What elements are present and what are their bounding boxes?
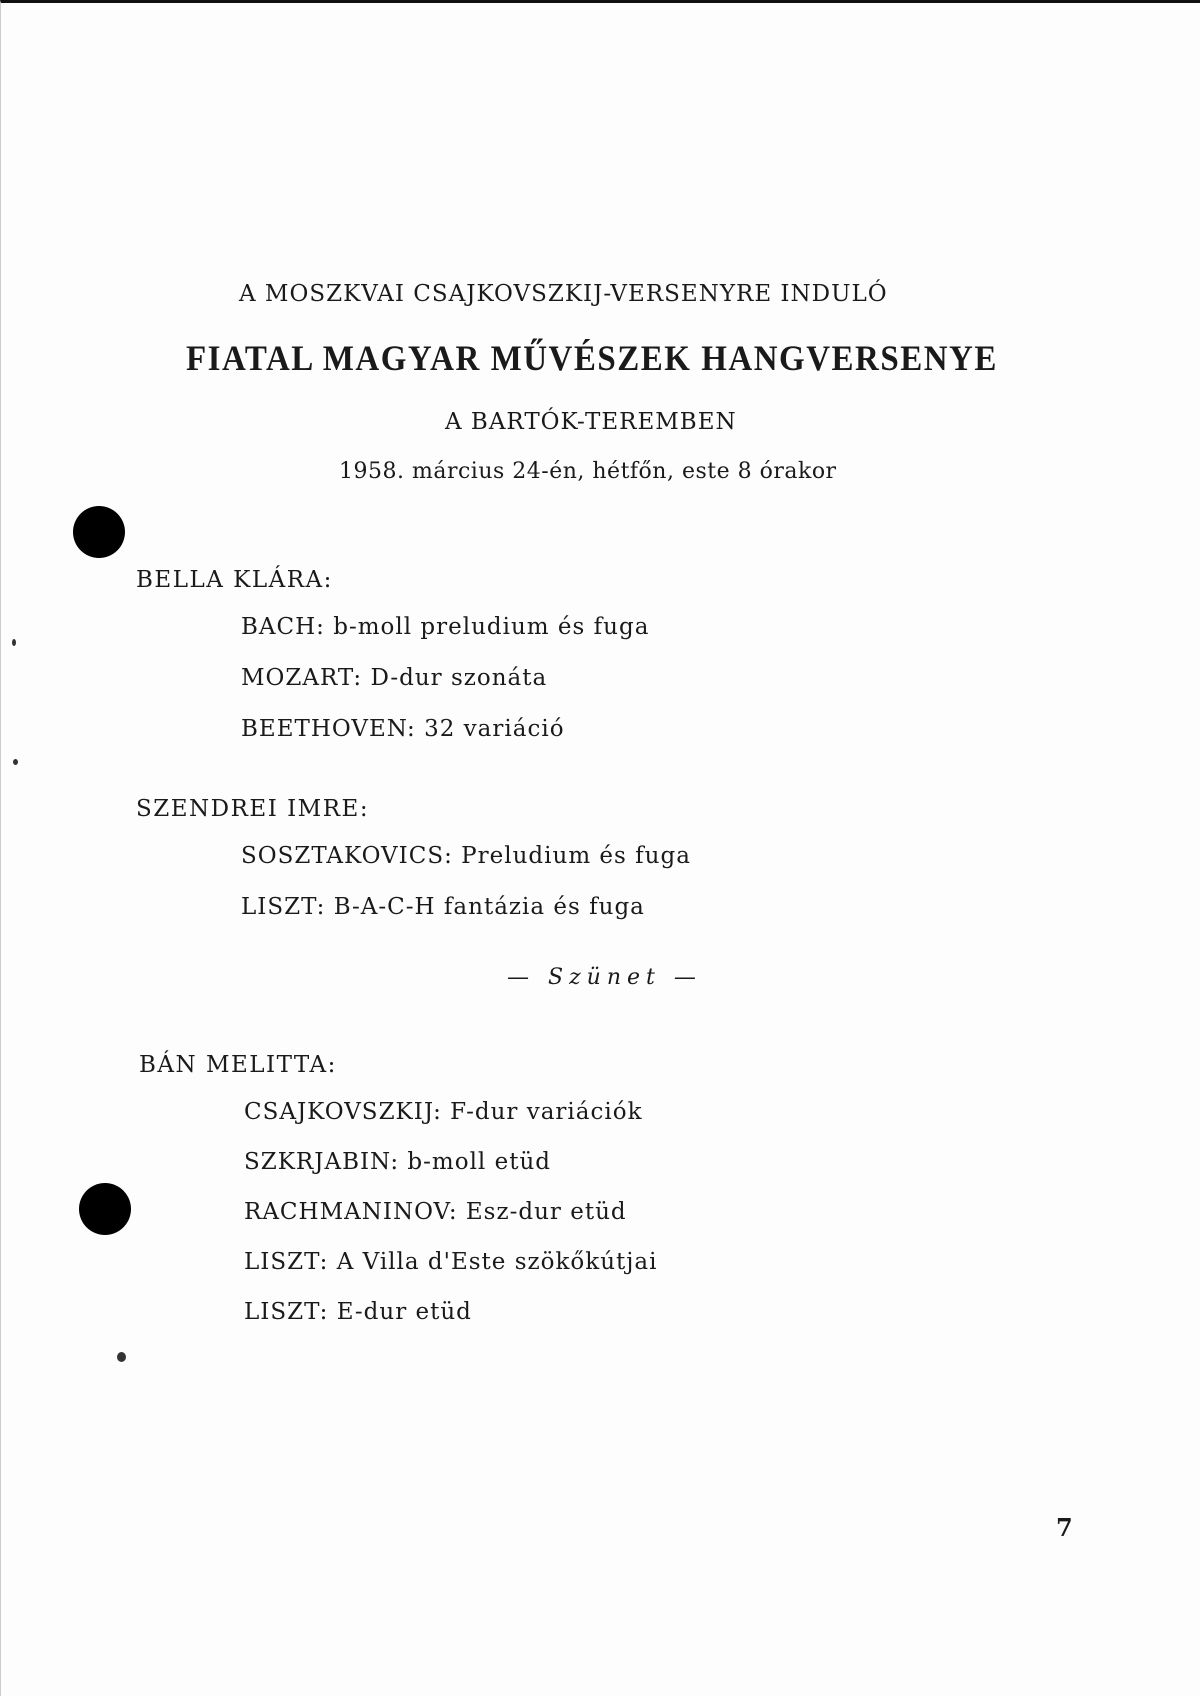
composer: LISZT:	[244, 1249, 329, 1275]
composer: BACH:	[241, 614, 325, 640]
concert-date: 1958. március 24-én, hétfőn, este 8 órakor	[339, 459, 837, 484]
work-title: Preludium és fuga	[461, 843, 691, 869]
program-item	[244, 1099, 643, 1125]
composer: SOSZTAKOVICS:	[241, 843, 453, 869]
performer-heading: BÁN MELITTA:	[139, 1052, 337, 1078]
ink-speck	[13, 759, 18, 765]
page-number: 7	[1056, 1513, 1073, 1542]
work-title: F-dur variációk	[450, 1099, 643, 1125]
punch-hole-top	[73, 506, 125, 558]
intermission: — Szünet —	[507, 965, 702, 990]
program-item	[244, 1299, 472, 1325]
program-item	[241, 665, 547, 691]
composer: SZKRJABIN:	[244, 1149, 400, 1175]
page-title: FIATAL MAGYAR MŰVÉSZEK HANGVERSENYE	[186, 339, 998, 379]
composer: BEETHOVEN:	[241, 716, 416, 742]
work-title: b-moll preludium és fuga	[333, 614, 650, 640]
program-item	[244, 1199, 627, 1225]
ink-speck	[117, 1352, 126, 1362]
work-title: b-moll etüd	[407, 1149, 551, 1175]
ink-speck	[12, 639, 16, 646]
performer-heading: BELLA KLÁRA:	[136, 567, 333, 593]
composer: CSAJKOVSZKIJ:	[244, 1099, 442, 1125]
program-item	[241, 614, 649, 640]
composer: LISZT:	[244, 1299, 329, 1325]
header-subtitle: A MOSZKVAI CSAJKOVSZKIJ-VERSENYRE INDULÓ	[239, 281, 888, 307]
composer: MOZART:	[241, 665, 363, 691]
work-title: D-dur szonáta	[370, 665, 548, 691]
work-title: E-dur etüd	[336, 1299, 472, 1325]
composer: RACHMANINOV:	[244, 1199, 458, 1225]
program-item	[241, 843, 691, 869]
venue: A BARTÓK-TEREMBEN	[445, 409, 737, 435]
program-item	[244, 1249, 657, 1275]
work-title: Esz-dur etüd	[465, 1199, 627, 1225]
program-item	[244, 1149, 551, 1175]
performer-heading: SZENDREI IMRE:	[136, 796, 370, 822]
composer: LISZT:	[241, 894, 326, 920]
work-title: B-A-C-H fantázia és fuga	[333, 894, 645, 920]
program-item	[241, 716, 565, 742]
program-item	[241, 894, 645, 920]
work-title: A Villa d'Este szökőkútjai	[336, 1249, 658, 1275]
punch-hole-bottom	[79, 1183, 131, 1235]
work-title: 32 variáció	[424, 716, 565, 742]
